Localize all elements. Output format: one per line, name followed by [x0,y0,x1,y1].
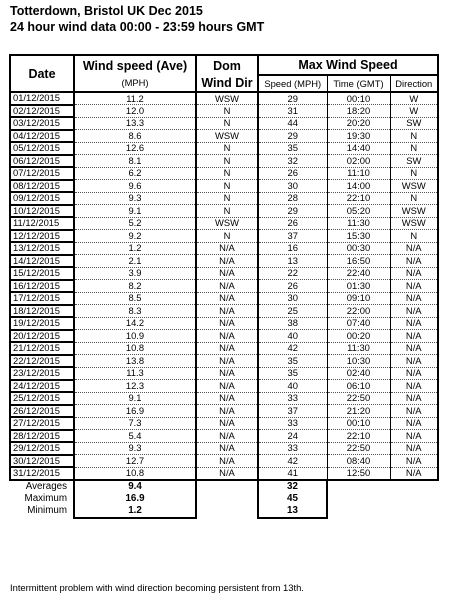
max-speed-cell: 29 [258,92,327,105]
date-cell: 03/12/2015 [10,117,74,130]
wind-speed-cell: 6.2 [74,167,196,180]
stat-empty [390,480,438,493]
wind-speed-cell: 10.8 [74,467,196,480]
wind-speed-cell: 2.1 [74,255,196,268]
wind-dir-cell: N/A [196,317,258,330]
dom-header: Dom [196,55,258,75]
wind-speed-cell: 11.2 [74,92,196,105]
table-row [10,367,438,380]
header-row-2 [10,75,438,92]
wind-speed-cell: 12.0 [74,105,196,118]
max-speed-cell: 32 [258,155,327,168]
stats-row [10,493,438,505]
stat-empty [327,505,390,518]
date-cell: 08/12/2015 [10,180,74,193]
max-speed-cell: 28 [258,192,327,205]
table-row [10,392,438,405]
table-row [10,180,438,193]
max-dir-cell: N/A [390,330,438,343]
date-header: Date [10,55,74,92]
wind-speed-cell: 12.7 [74,455,196,468]
max-dir-cell: WSW [390,180,438,193]
stat-empty [196,493,258,505]
stat-empty [390,505,438,518]
wind-dir-cell: WSW [196,130,258,143]
date-cell: 17/12/2015 [10,292,74,305]
wind-speed-cell: 9.3 [74,442,196,455]
table-row [10,217,438,230]
wind-speed-cell: 16.9 [74,405,196,418]
wind-speed-cell: 7.3 [74,417,196,430]
max-speed-cell: 31 [258,105,327,118]
max-speed-cell: 37 [258,405,327,418]
max-dir-cell: N/A [390,405,438,418]
stat-max: 32 [258,480,327,493]
table-row [10,105,438,118]
table-row [10,417,438,430]
max-dir-cell: WSW [390,217,438,230]
max-speed-cell: 38 [258,317,327,330]
max-speed-cell: 35 [258,367,327,380]
stat-empty [196,505,258,518]
max-dir-cell: N/A [390,455,438,468]
date-cell: 26/12/2015 [10,405,74,418]
table-row [10,292,438,305]
wind-speed-cell: 9.2 [74,230,196,243]
wind-speed-cell: 8.2 [74,280,196,293]
max-dir-cell: N/A [390,355,438,368]
date-cell: 30/12/2015 [10,455,74,468]
date-cell: 09/12/2015 [10,192,74,205]
stats-row [10,480,438,493]
time-cell: 22:50 [327,392,390,405]
date-cell: 23/12/2015 [10,367,74,380]
max-dir-cell: N/A [390,467,438,480]
max-dir-cell: N/A [390,430,438,443]
wind-dir-cell: N/A [196,380,258,393]
wind-speed-cell: 9.1 [74,205,196,218]
wind-speed-cell: 3.9 [74,267,196,280]
wind-dir-cell: N/A [196,417,258,430]
table-row [10,167,438,180]
max-speed-cell: 29 [258,205,327,218]
wind-dir-cell: N/A [196,242,258,255]
time-cell: 22:40 [327,267,390,280]
max-dir-cell: N/A [390,417,438,430]
max-speed-cell: 33 [258,417,327,430]
max-dir-cell: W [390,92,438,105]
date-cell: 18/12/2015 [10,305,74,318]
wind-dir-cell: N [196,155,258,168]
max-speed-cell: 25 [258,305,327,318]
date-cell: 24/12/2015 [10,380,74,393]
max-dir-cell: N/A [390,305,438,318]
wind-data-table [9,54,439,519]
date-cell: 20/12/2015 [10,330,74,343]
wind-dir-cell: WSW [196,217,258,230]
max-dir-cell: N/A [390,242,438,255]
time-cell: 11:30 [327,217,390,230]
stat-speed: 9.4 [74,480,196,493]
time-cell: 00:20 [327,330,390,343]
time-gmt-header: Time (GMT) [327,75,390,92]
wind-speed-cell: 1.2 [74,242,196,255]
table-row [10,355,438,368]
wind-speed-cell: 9.1 [74,392,196,405]
max-speed-cell: 26 [258,280,327,293]
table-row [10,280,438,293]
wind-speed-cell: 5.4 [74,430,196,443]
max-dir-cell: N/A [390,380,438,393]
time-cell: 22:50 [327,442,390,455]
max-dir-cell: N/A [390,255,438,268]
time-cell: 02:00 [327,155,390,168]
max-dir-cell: N [390,167,438,180]
max-speed-cell: 40 [258,380,327,393]
stat-label: Minimum [27,505,67,516]
table-row [10,205,438,218]
date-cell: 28/12/2015 [10,430,74,443]
max-wind-speed-header: Max Wind Speed [258,55,438,75]
wind-dir-cell: N [196,142,258,155]
table-row [10,155,438,168]
table-row [10,342,438,355]
max-speed-cell: 35 [258,142,327,155]
wind-dir-cell: WSW [196,92,258,105]
table-row [10,305,438,318]
wind-speed-cell: 9.3 [74,192,196,205]
time-cell: 22:10 [327,192,390,205]
stat-label: Averages [25,480,67,492]
wind-dir-cell: N [196,117,258,130]
table-row [10,455,438,468]
max-dir-cell: WSW [390,205,438,218]
wind-dir-cell: N/A [196,342,258,355]
wind-speed-cell: 13.8 [74,355,196,368]
table-row [10,405,438,418]
wind-dir-cell: N [196,192,258,205]
date-cell: 07/12/2015 [10,167,74,180]
time-cell: 12:50 [327,467,390,480]
max-dir-cell: N [390,192,438,205]
wind-speed-header: Wind speed (Ave) [74,55,196,75]
wind-dir-cell: N/A [196,405,258,418]
time-cell: 07:40 [327,317,390,330]
max-speed-cell: 42 [258,342,327,355]
direction-header: Direction [390,75,438,92]
table-row [10,380,438,393]
wind-speed-cell: 8.5 [74,292,196,305]
table-row [10,242,438,255]
wind-speed-cell: 12.3 [74,380,196,393]
wind-dir-cell: N/A [196,392,258,405]
wind-speed-cell: 8.1 [74,155,196,168]
max-dir-cell: N/A [390,280,438,293]
wind-dir-cell: N/A [196,430,258,443]
wind-speed-cell: 8.3 [74,305,196,318]
time-cell: 02:40 [327,367,390,380]
max-dir-cell: N/A [390,317,438,330]
max-dir-cell: N/A [390,367,438,380]
wind-dir-cell: N [196,180,258,193]
wind-dir-cell: N/A [196,467,258,480]
time-cell: 21:20 [327,405,390,418]
date-cell: 22/12/2015 [10,355,74,368]
time-cell: 18:20 [327,105,390,118]
wind-dir-cell: N/A [196,267,258,280]
max-speed-cell: 41 [258,467,327,480]
date-cell: 16/12/2015 [10,280,74,293]
max-dir-cell: SW [390,155,438,168]
time-cell: 14:40 [327,142,390,155]
wind-dir-cell: N [196,205,258,218]
date-cell: 11/12/2015 [10,217,74,230]
max-dir-cell: N/A [390,392,438,405]
max-speed-cell: 35 [258,355,327,368]
max-dir-cell: N/A [390,442,438,455]
date-cell: 21/12/2015 [10,342,74,355]
max-dir-cell: N [390,130,438,143]
max-dir-cell: N [390,142,438,155]
max-dir-cell: W [390,105,438,118]
time-cell: 14:00 [327,180,390,193]
time-cell: 11:30 [327,342,390,355]
max-dir-cell: N/A [390,342,438,355]
wind-dir-cell: N/A [196,305,258,318]
time-cell: 00:30 [327,242,390,255]
date-cell: 04/12/2015 [10,130,74,143]
max-speed-cell: 30 [258,292,327,305]
wind-dir-cell: N/A [196,255,258,268]
stat-label: Maximum [24,492,67,504]
table-row [10,430,438,443]
max-speed-cell: 26 [258,167,327,180]
table-row [10,442,438,455]
date-cell: 27/12/2015 [10,417,74,430]
max-speed-cell: 44 [258,117,327,130]
time-cell: 09:10 [327,292,390,305]
wind-dir-cell: N/A [196,280,258,293]
time-cell: 01:30 [327,280,390,293]
table-row [10,330,438,343]
header-row-1 [10,55,438,75]
wind-dir-cell: N/A [196,442,258,455]
table-row [10,255,438,268]
stat-max: 45 [258,493,327,505]
wind-dir-cell: N/A [196,330,258,343]
wind-dir-cell: N [196,167,258,180]
time-cell: 11:10 [327,167,390,180]
max-speed-cell: 22 [258,267,327,280]
date-cell: 01/12/2015 [10,92,74,105]
time-cell: 16:50 [327,255,390,268]
date-cell: 12/12/2015 [10,230,74,243]
wind-speed-unit: (MPH) [74,75,196,92]
wind-speed-cell: 10.9 [74,330,196,343]
max-speed-cell: 42 [258,455,327,468]
max-speed-cell: 16 [258,242,327,255]
time-cell: 10:30 [327,355,390,368]
stat-speed: 1.2 [74,505,196,518]
stats-row [10,505,438,518]
wind-dir-cell: N/A [196,292,258,305]
stat-max: 13 [258,505,327,518]
time-cell: 22:00 [327,305,390,318]
table-row [10,117,438,130]
time-cell: 15:30 [327,230,390,243]
time-cell: 22:10 [327,430,390,443]
max-speed-cell: 37 [258,230,327,243]
stat-empty [196,480,258,493]
table-row [10,230,438,243]
wind-speed-cell: 13.3 [74,117,196,130]
max-speed-cell: 13 [258,255,327,268]
stat-empty [327,480,390,493]
table-row [10,317,438,330]
date-cell: 13/12/2015 [10,242,74,255]
max-speed-cell: 40 [258,330,327,343]
date-cell: 06/12/2015 [10,155,74,168]
page-title: Totterdown, Bristol UK Dec 2015 [10,4,203,18]
time-cell: 06:10 [327,380,390,393]
wind-speed-cell: 8.6 [74,130,196,143]
table-row [10,142,438,155]
speed-mph-header: Speed (MPH) [258,75,327,92]
table-row [10,267,438,280]
wind-dir-header: Wind Dir [196,75,258,92]
time-cell: 08:40 [327,455,390,468]
time-cell: 00:10 [327,92,390,105]
wind-dir-cell: N/A [196,455,258,468]
date-cell: 29/12/2015 [10,442,74,455]
max-speed-cell: 26 [258,217,327,230]
time-cell: 19:30 [327,130,390,143]
wind-speed-cell: 10.8 [74,342,196,355]
time-cell: 00:10 [327,417,390,430]
date-cell: 19/12/2015 [10,317,74,330]
table-row [10,130,438,143]
time-cell: 05:20 [327,205,390,218]
wind-speed-cell: 5.2 [74,217,196,230]
wind-speed-cell: 12.6 [74,142,196,155]
wind-dir-cell: N/A [196,355,258,368]
max-dir-cell: N/A [390,267,438,280]
date-cell: 02/12/2015 [10,105,74,118]
date-cell: 10/12/2015 [10,205,74,218]
max-speed-cell: 24 [258,430,327,443]
page-subtitle: 24 hour wind data 00:00 - 23:59 hours GMT [10,20,265,34]
max-dir-cell: N/A [390,292,438,305]
stat-empty [327,493,390,505]
wind-dir-cell: N [196,230,258,243]
stat-speed: 16.9 [74,493,196,505]
date-cell: 05/12/2015 [10,142,74,155]
wind-dir-cell: N [196,105,258,118]
max-speed-cell: 29 [258,130,327,143]
date-cell: 14/12/2015 [10,255,74,268]
table-row [10,467,438,480]
time-cell: 20:20 [327,117,390,130]
date-cell: 25/12/2015 [10,392,74,405]
footnote: Intermittent problem with wind direction becoming persistent from 13th. [10,582,304,593]
max-speed-cell: 33 [258,442,327,455]
wind-speed-cell: 11.3 [74,367,196,380]
max-dir-cell: SW [390,117,438,130]
wind-dir-cell: N/A [196,367,258,380]
date-cell: 31/12/2015 [10,467,74,480]
wind-speed-cell: 9.6 [74,180,196,193]
date-cell: 15/12/2015 [10,267,74,280]
max-speed-cell: 30 [258,180,327,193]
wind-speed-cell: 14.2 [74,317,196,330]
max-dir-cell: N [390,230,438,243]
table-row [10,192,438,205]
table-row [10,92,438,105]
stat-empty [390,493,438,505]
max-speed-cell: 33 [258,392,327,405]
